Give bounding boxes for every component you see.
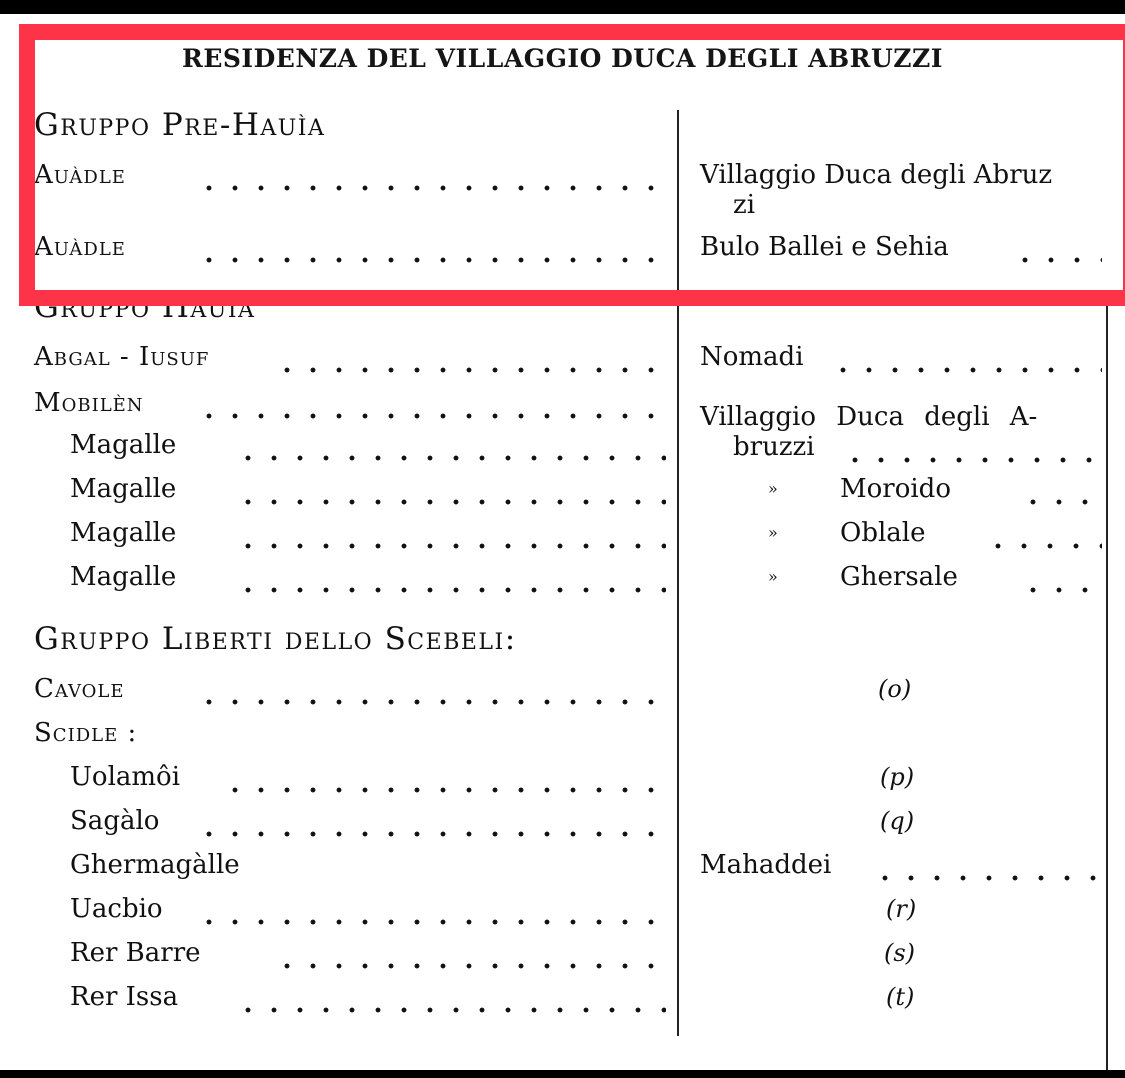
row-label-scidle: Scidle :: [34, 718, 138, 748]
leader-dots: [274, 962, 666, 970]
ditto-mark: »: [768, 567, 778, 586]
row-label-uolamoi: Uolamôi: [70, 762, 181, 792]
row-label-rer-issa: Rer Issa: [70, 982, 179, 1012]
row-label-uacbio: Uacbio: [70, 894, 163, 924]
right-border: [1106, 294, 1108, 1070]
leader-dots: [196, 184, 666, 192]
page-title: RESIDENZA DEL VILLAGGIO DUCA DEGLI ABRUZZI: [182, 44, 943, 73]
leader-dots: [830, 366, 1102, 374]
row-label-cavole: Cavole: [34, 674, 125, 704]
footnote-marker: (s): [884, 939, 916, 967]
leader-dots: [1020, 498, 1102, 506]
row-label-auadle: Auàdle: [34, 232, 126, 262]
row-label-magalle: Magalle: [70, 518, 177, 548]
leader-dots: [235, 542, 666, 550]
leader-dots: [235, 498, 666, 506]
leader-dots: [1020, 586, 1102, 594]
leader-dots: [842, 456, 1102, 464]
row-value-residence: Oblale: [840, 518, 926, 548]
row-value-residence: Bulo Ballei e Sehia: [700, 232, 949, 262]
row-value-residence: Ghersale: [840, 562, 958, 592]
leader-dots: [196, 412, 666, 420]
footnote-marker: (t): [886, 983, 915, 1011]
leader-dots: [196, 918, 666, 926]
leader-dots: [235, 586, 666, 594]
group-heading-liberti: Gruppo Liberti dello Scebeli:: [34, 621, 517, 657]
row-label-magalle: Magalle: [70, 430, 177, 460]
leader-dots: [1012, 256, 1102, 264]
leader-dots: [196, 698, 666, 706]
leader-dots: [985, 542, 1102, 550]
column-divider: [677, 110, 679, 1036]
leader-dots: [235, 1006, 666, 1014]
row-value-residence: Villaggio Duca degli A-: [700, 402, 1038, 432]
row-value-residence: Nomadi: [700, 342, 804, 372]
row-label-rer-barre: Rer Barre: [70, 938, 201, 968]
footnote-marker: (p): [880, 763, 915, 791]
footnote-marker: (o): [878, 675, 912, 703]
footnote-marker: (q): [880, 807, 915, 835]
row-label-auadle: Auàdle: [34, 160, 126, 190]
row-label-magalle: Magalle: [70, 474, 177, 504]
leader-dots: [872, 874, 1102, 882]
row-value-residence-cont: zi: [733, 190, 756, 220]
leader-dots: [196, 830, 666, 838]
group-heading-pre-hauia: Gruppo Pre-Hauìa: [34, 107, 326, 143]
leader-dots: [235, 454, 666, 462]
row-label-ghermagalle: Ghermagàlle: [70, 850, 240, 880]
row-label-sagalo: Sagàlo: [70, 806, 160, 836]
row-value-residence: Mahaddei: [700, 850, 832, 880]
row-value-residence-cont: bruzzi: [733, 432, 815, 462]
leader-dots: [196, 256, 666, 264]
group-heading-hauia: Gruppo Hauìa: [34, 289, 256, 325]
row-value-residence: Villaggio Duca degli Abruz: [700, 160, 1053, 190]
leader-dots: [274, 366, 666, 374]
row-value-residence: Moroido: [840, 474, 951, 504]
leader-dots: [222, 786, 666, 794]
row-label-mobilen: Mobilèn: [34, 388, 144, 418]
document-page: [0, 14, 1125, 1070]
footnote-marker: (r): [886, 895, 917, 923]
row-label-abgal: Abgal - Iusuf: [34, 342, 210, 372]
ditto-mark: »: [768, 479, 778, 498]
row-label-magalle: Magalle: [70, 562, 177, 592]
ditto-mark: »: [768, 523, 778, 542]
